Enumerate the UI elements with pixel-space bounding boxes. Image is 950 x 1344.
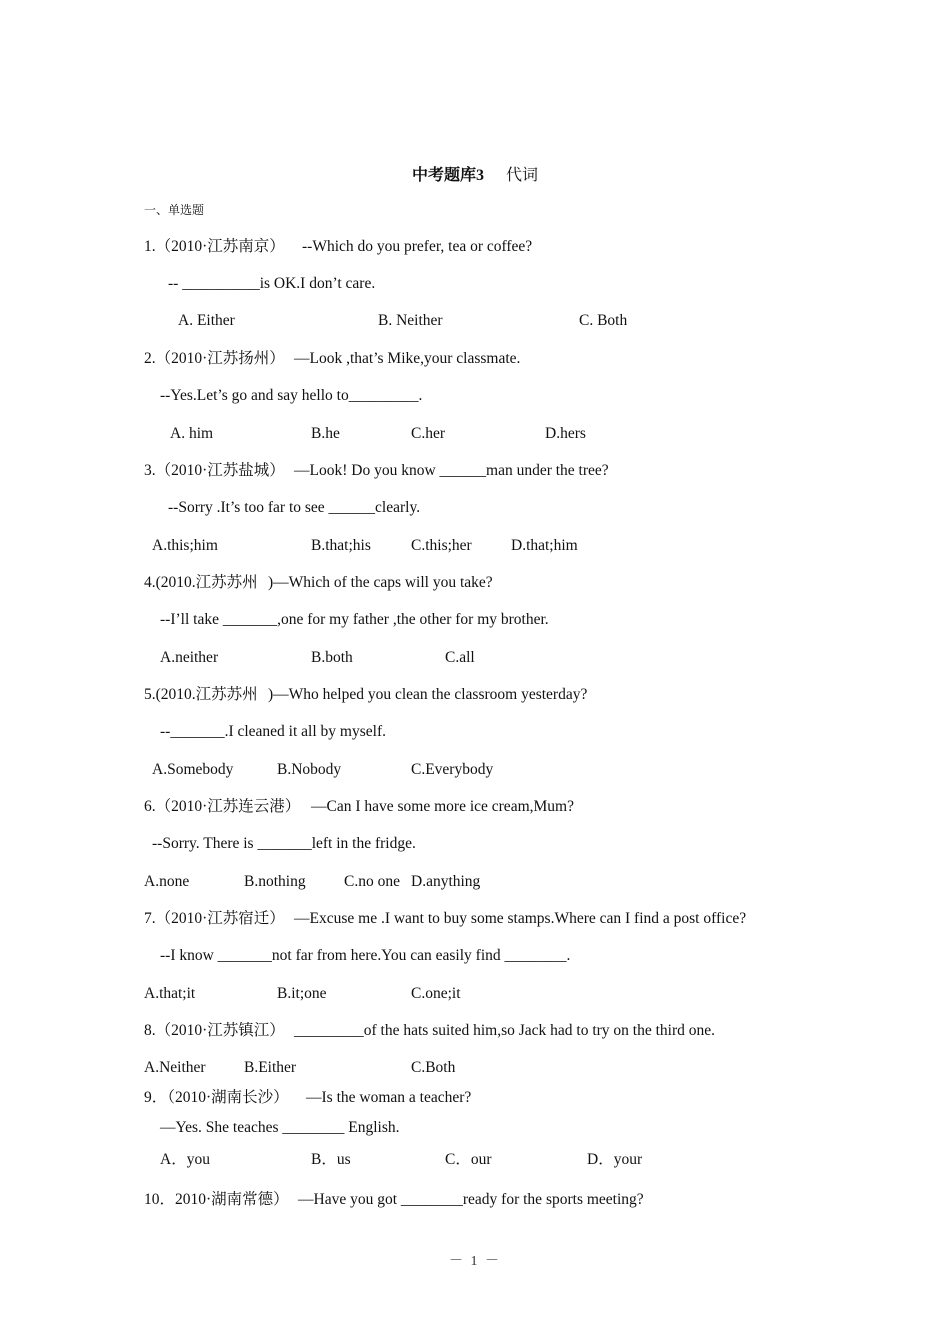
section-heading: 一、单选题	[144, 203, 205, 217]
question-2-prompt: —Look ,that’s Mike,your classmate.	[294, 350, 521, 367]
question-8-option-b: B.Either	[244, 1059, 297, 1076]
question-3-prompt: —Look! Do you know ______man under the tree?	[294, 462, 609, 479]
question-9-reply: —Yes. She teaches ________ English.	[160, 1119, 400, 1136]
question-3-option-a: A.this;him	[152, 537, 218, 554]
question-7-prompt: —Excuse me .I want to buy some stamps.Where can I find a post office?	[294, 910, 747, 927]
question-6-reply: --Sorry. There is _______left in the fridge.	[152, 835, 416, 852]
question-6-number: 6.（2010·江苏连云港）	[144, 798, 301, 815]
question-7-option-b: B.it;one	[277, 985, 327, 1002]
question-3-option-b: B.that;his	[311, 537, 371, 554]
question-4-option-a: A.neither	[160, 649, 219, 666]
question-2-option-a: A. him	[170, 425, 214, 442]
question-5-prompt: )—Who helped you clean the classroom yesterday?	[268, 686, 588, 703]
question-6-option-c: C.no one	[344, 873, 400, 890]
question-3-reply: --Sorry .It’s too far to see ______clearly.	[168, 499, 421, 516]
question-5-option-a: A.Somebody	[152, 761, 234, 778]
question-8-number: 8.（2010·江苏镇江）	[144, 1022, 285, 1039]
question-1-reply: -- __________is OK.I don’t care.	[168, 275, 376, 292]
question-2-option-b: B.he	[311, 425, 340, 442]
question-6-option-d: D.anything	[411, 873, 481, 890]
question-8-option-c: C.Both	[411, 1059, 456, 1076]
question-5-reply: --_______.I cleaned it all by myself.	[160, 723, 386, 740]
question-4-option-b: B.both	[311, 649, 353, 666]
question-2-reply: --Yes.Let’s go and say hello to_________.	[160, 387, 423, 404]
question-7-option-c: C.one;it	[411, 985, 461, 1002]
question-5-number: 5.(2010.江苏苏州	[144, 686, 258, 703]
question-7-reply: --I know _______not far from here.You can easily find ________.	[160, 947, 571, 964]
question-4-option-c: C.all	[445, 649, 475, 666]
title-main: 中考题库3	[411, 167, 484, 184]
question-5-option-c: C.Everybody	[411, 761, 494, 778]
question-9-prompt: —Is the woman a teacher?	[306, 1089, 472, 1106]
question-6-prompt: —Can I have some more ice cream,Mum?	[311, 798, 574, 815]
question-1-number: 1.（2010·江苏南京）	[144, 238, 285, 255]
question-8-option-a: A.Neither	[144, 1059, 206, 1076]
question-1-option-b: B. Neither	[378, 312, 443, 329]
question-1-prompt: --Which do you prefer, tea or coffee?	[302, 238, 533, 255]
title-topic: 代词	[506, 167, 539, 184]
question-2-option-d: D.hers	[545, 425, 586, 442]
question-3-option-c: C.this;her	[411, 537, 472, 554]
question-4-prompt: )—Which of the caps will you take?	[268, 574, 493, 591]
question-1-option-c: C. Both	[579, 312, 628, 329]
question-5-option-b: B.Nobody	[277, 761, 342, 778]
question-3-number: 3.（2010·江苏盐城）	[144, 462, 285, 479]
question-3-option-d: D.that;him	[511, 537, 578, 554]
question-7-option-a: A.that;it	[144, 985, 196, 1002]
question-2-number: 2.（2010·江苏扬州）	[144, 350, 285, 367]
question-9-number: 9．（2010·湖南长沙）	[144, 1089, 289, 1106]
question-9-option-b: B．us	[311, 1151, 351, 1168]
question-1-option-a: A. Either	[178, 312, 235, 329]
page-number: － 1 －	[449, 1254, 501, 1269]
question-4-number: 4.(2010.江苏苏州	[144, 574, 258, 591]
question-2-option-c: C.her	[411, 425, 446, 442]
question-10-number: 10．2010·湖南常德）	[144, 1191, 289, 1208]
question-8-prompt: _________of the hats suited him,so Jack had to try on the third one.	[294, 1022, 716, 1039]
question-7-number: 7.（2010·江苏宿迁）	[144, 910, 285, 927]
question-9-option-d: D．your	[587, 1151, 643, 1168]
question-4-reply: --I’ll take _______,one for my father ,the other for my brother.	[160, 611, 549, 628]
question-9-option-c: C．our	[445, 1151, 492, 1168]
page-title	[0, 162, 950, 185]
question-10-prompt: —Have you got ________ready for the sports meeting?	[298, 1191, 644, 1208]
question-6-option-a: A.none	[144, 873, 190, 890]
question-6-option-b: B.nothing	[244, 873, 306, 890]
question-9-option-a: A．you	[160, 1151, 210, 1168]
